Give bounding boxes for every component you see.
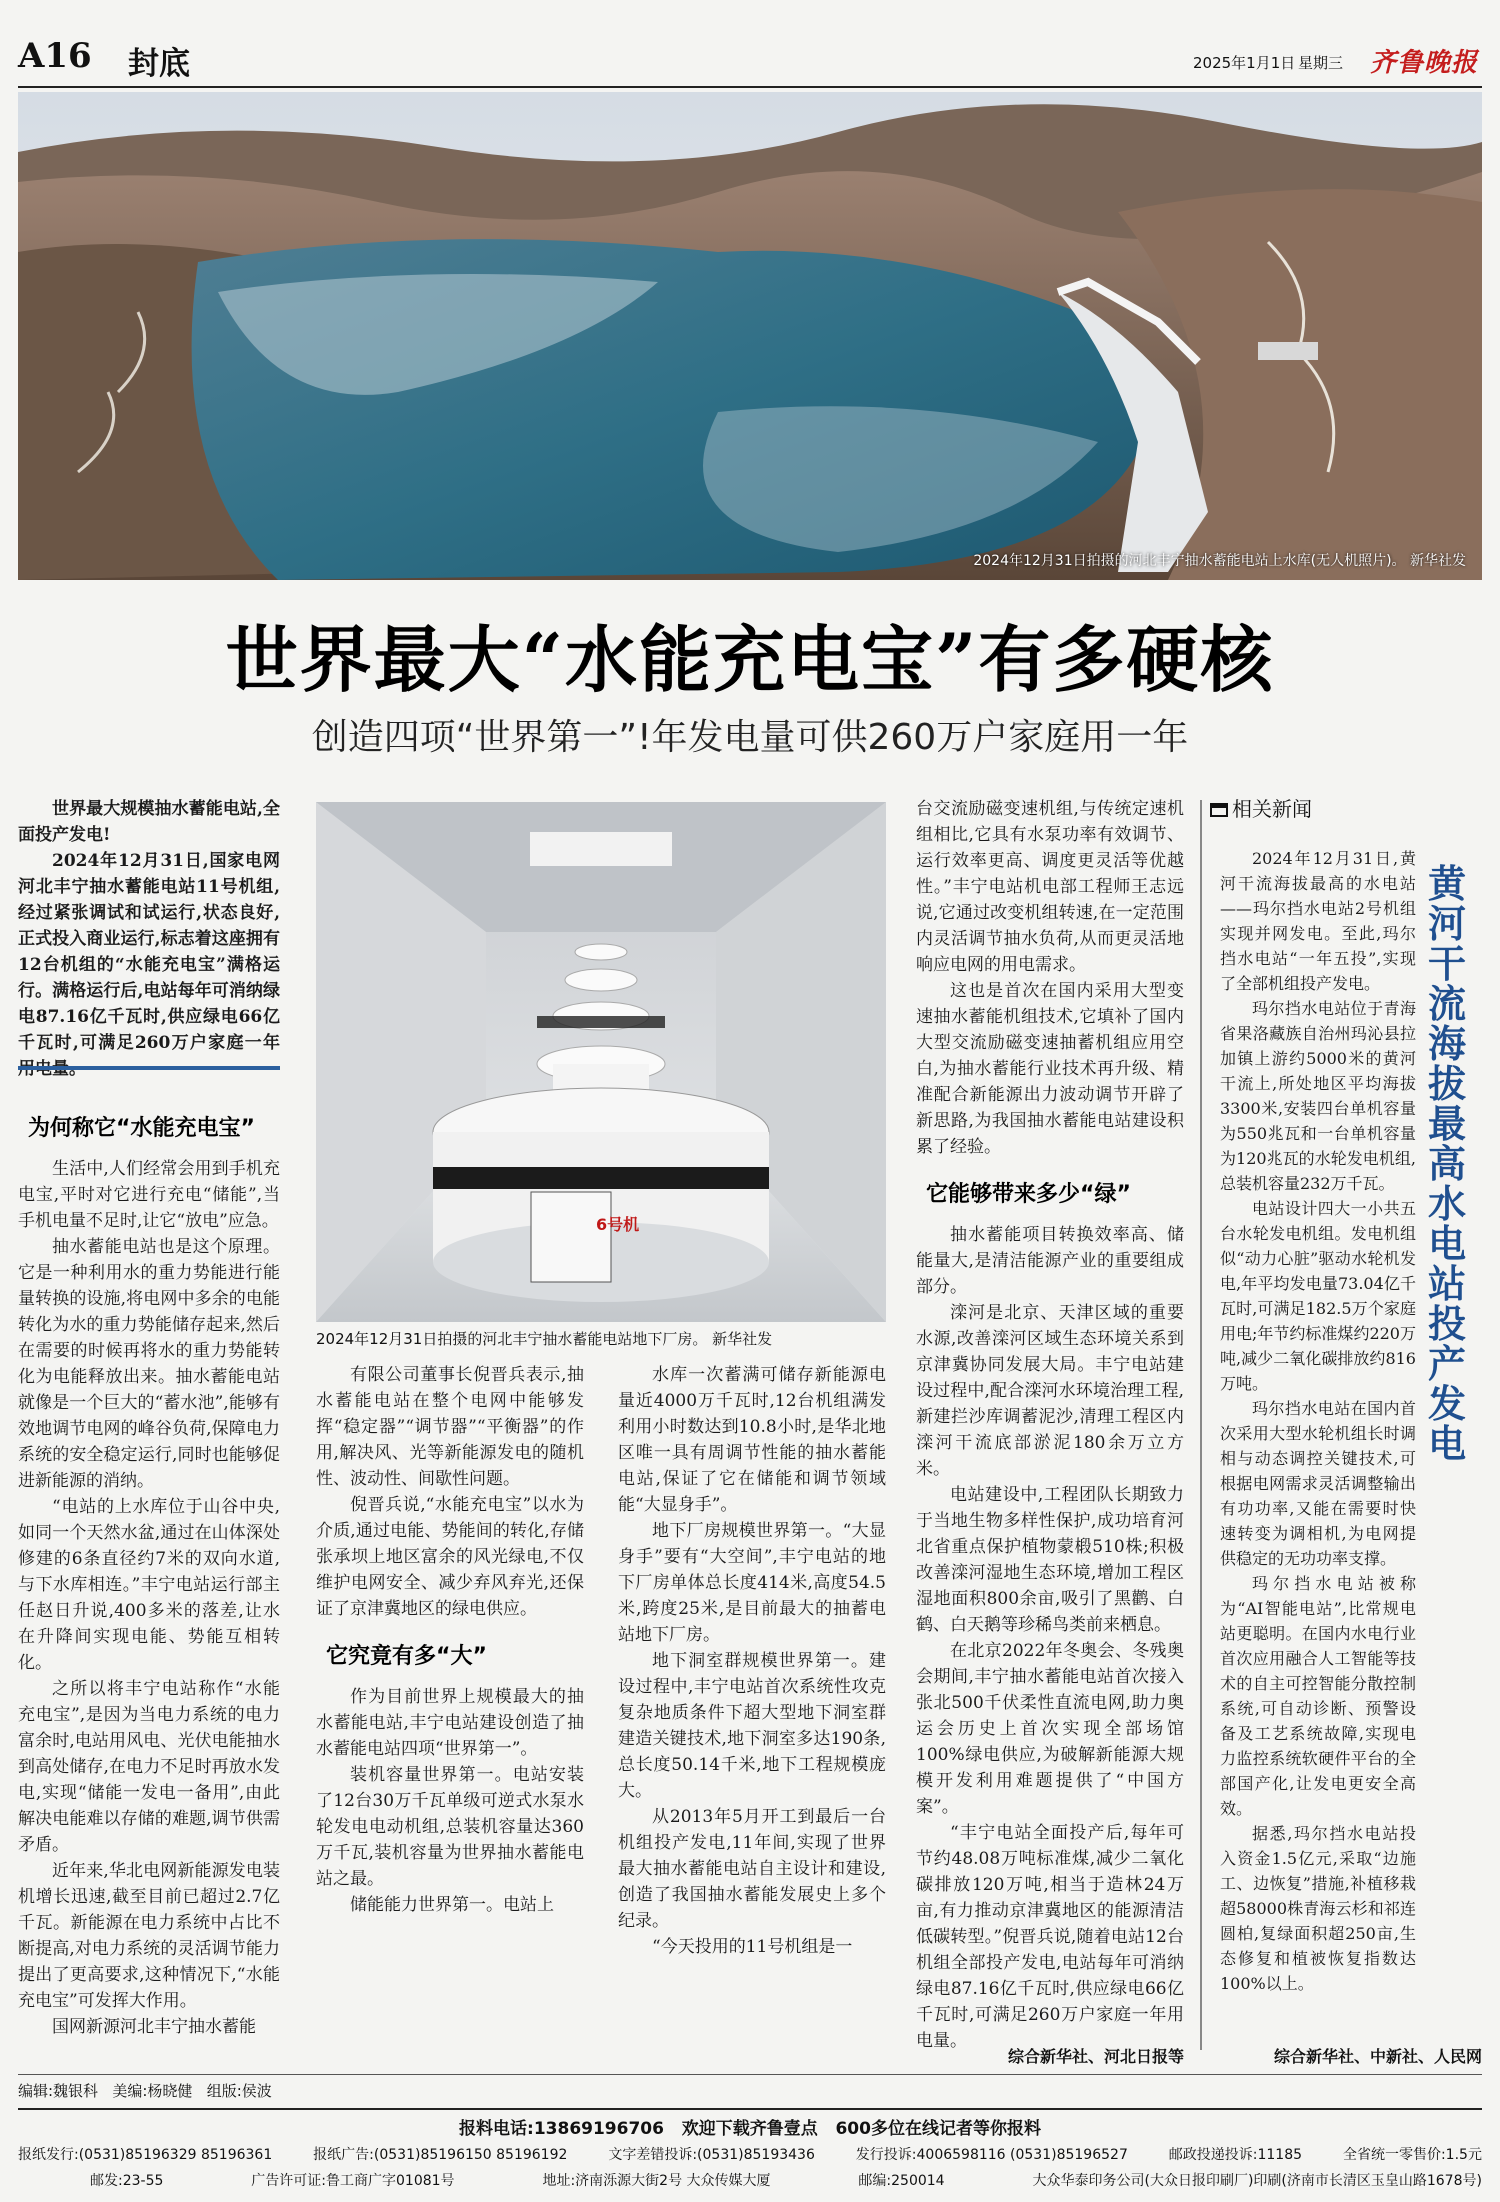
lead-paragraph xyxy=(18,796,280,1076)
paragraph: 这也是首次在国内采用大型变速抽水蓄能机组技术,它填补了国内大型交流励磁变速抽蓄机组应用空白,为抽水蓄能行业技术再升级、精准配合新能源出力波动调节开辟了新思路,为我国抽水蓄能电站建设积累了经验。 xyxy=(916,981,1184,1157)
issue-weekday: 星期三 xyxy=(1298,54,1344,72)
unit-label: 6号机 xyxy=(596,1215,640,1234)
paragraph: 滦河是北京、天津区域的重要水源,改善滦河区域生态环境关系到京津冀协同发展大局。丰宁电站建设过程中,配合滦河水环境治理工程,新建拦沙库调蓄泥沙,清理工程区内滦河干流底部淤泥180余万立方米。 xyxy=(916,1303,1184,1479)
related-news-divider xyxy=(1200,800,1202,2050)
footer-item: 报纸广告:(0531)85196150 85196192 xyxy=(313,2147,568,2163)
paragraph: 倪晋兵说,“水能充电宝”以水为介质,通过电能、势能间的转化,存储张承坝上地区富余的风光绿电,不仅维护电网安全、减少弃风弃光,还保证了京津冀地区的绿电供应。 xyxy=(316,1495,584,1619)
lead-line: 世界最大规模抽水蓄能电站,全面投产发电! xyxy=(18,799,280,845)
related-news-credit: 综合新华社、中新社、人民网 xyxy=(1273,2047,1482,2066)
footer-item: 发行投诉:4006598116 (0531)85196527 xyxy=(855,2147,1128,2163)
paragraph: 生活中,人们经常会用到手机充电宝,平时对它进行充电“储能”,当手机电量不足时,让它“放电”应急。 xyxy=(18,1159,280,1231)
powerhouse-illustration xyxy=(316,802,886,1322)
article-column-3 xyxy=(618,1362,886,2070)
paragraph: 抽水蓄能项目转换效率高、储能量大,是清洁能源产业的重要组成部分。 xyxy=(916,1225,1184,1297)
paragraph: 地下洞室群规模世界第一。建设过程中,丰宁电站首次系统性攻克复杂地质条件下超大型地下洞室群建造关键技术,地下洞室多达190条,总长度50.14千米,地下工程规模庞大。 xyxy=(618,1651,886,1801)
footer-item: 广告许可证:鲁工商广字01081号 xyxy=(251,2173,455,2189)
related-news-label: 相关新闻 xyxy=(1232,797,1312,821)
masthead xyxy=(18,28,1482,88)
paragraph: 有限公司董事长倪晋兵表示,抽水蓄能电站在整个电网中能够发挥“稳定器”“调节器”“平衡器”的作用,解决风、光等新能源发电的随机性、波动性、间歇性问题。 xyxy=(316,1365,584,1489)
paragraph: 据悉,玛尔挡水电站投入资金1.5亿元,采取“边施工、边恢复”措施,补植移栽超58000株青海云杉和祁连圆柏,复绿面积超250亩,生态修复和植被恢复指数达100%以上。 xyxy=(1220,1824,1416,1993)
paragraph: 水库一次蓄满可储存新能源电量近4000万千瓦时,12台机组满发利用小时数达到10.8小时,是华北地区唯一具有周调节性能的抽水蓄能电站,保证了它在储能和调节领域能“大显身手”。 xyxy=(618,1365,886,1515)
related-news-tag xyxy=(1210,796,1312,822)
footer-item: 邮发:23-55 xyxy=(90,2173,164,2189)
footer-item: 地址:济南泺源大街2号 大众传媒大厦 xyxy=(542,2173,771,2189)
paragraph: 2024年12月31日,黄河干流海拔最高的水电站——玛尔挡水电站2号机组实现并网发电。至此,玛尔挡水电站“一年五投”,实现了全部机组投产发电。 xyxy=(1220,849,1416,993)
editors-credit: 编辑:魏银科 美编:杨晓健 组版:侯波 xyxy=(18,2082,272,2100)
paragraph: “丰宁电站全面投产后,每年可节约48.08万吨标准煤,减少二氧化碳排放120万吨,相当于造林24万亩,有力推动京津冀地区的能源清洁低碳转型。”倪晋兵说,随着电站12台机组全部投产发电,电站每年可消纳绿电87.16亿千瓦时,供应绿电66亿千瓦时,可满足260万户家庭一年用电量。 xyxy=(916,1823,1184,2051)
section-name: 封底 xyxy=(128,46,190,82)
page-number: A16 xyxy=(18,36,92,76)
paragraph: 电站设计四大一小共五台水轮发电机组。发电机组似“动力心脏”驱动水轮机发电,年平均发电量73.04亿千瓦时,可满足182.5万个家庭用电;年节约标准煤约220万吨,减少二氧化碳排放约816万吨。 xyxy=(1220,1199,1416,1393)
paragraph: 作为目前世界上规模最大的抽水蓄能电站,丰宁电站建设创造了抽水蓄能电站四项“世界第一”。 xyxy=(316,1687,584,1759)
paper-logo: 齐鲁晚报 xyxy=(1370,48,1479,78)
paragraph: “电站的上水库位于山谷中央,如同一个天然水盆,通过在山体深处修建的6条直径约7米的双向水道,与下水库相连。”丰宁电站运行部主任赵日升说,400多米的落差,让水在升降间实现电能、势能互相转化。 xyxy=(18,1497,280,1673)
related-news-body xyxy=(1220,846,1416,2044)
reservoir-photo-caption: 2024年12月31日拍摄的河北丰宁抽水蓄能电站上水库(无人机照片)。 新华社发 xyxy=(973,553,1466,569)
related-news-title: 黄河干流海拔最高水电站投产发电 xyxy=(1428,861,1467,1466)
section-heading-how-big: 它究竟有多“大” xyxy=(326,1644,487,1669)
footer-info-row-2 xyxy=(90,2170,1482,2190)
paragraph: 储能能力世界第一。电站上 xyxy=(350,1895,554,1915)
paragraph: 玛尔挡水电站在国内首次采用大型水轮机组长时调相与动态调控关键技术,可根据电网需求灵活调整输出有功功率,又能在需要时快速转变为调相机,为电网提供稳定的无功功率支撑。 xyxy=(1220,1399,1416,1568)
paragraph: 国网新源河北丰宁抽水蓄能 xyxy=(52,2017,256,2037)
paragraph: 台交流励磁变速机组,与传统定速机组相比,它具有水泵功率有效调节、运行效率更高、调度更灵活等优越性。”丰宁电站机电部工程师王志远说,它通过改变机组转速,在一定范围内灵活调节抽水负荷,从而更灵活地响应电网的用电需求。 xyxy=(916,799,1184,975)
reservoir-illustration xyxy=(18,92,1482,580)
article-column-2 xyxy=(316,1362,584,2070)
lead-divider xyxy=(18,1066,280,1070)
lead-body: 2024年12月31日,国家电网河北丰宁抽水蓄能电站11号机组,经过紧张调试和试运行,状态良好,正式投入商业运行,标志着这座拥有12台机组的“水能充电宝”满格运行。满格运行后,电站每年可消纳绿电87.16亿千瓦时,供应绿电66亿千瓦时,可满足260万户家庭一年 xyxy=(18,851,280,1053)
paragraph: 在北京2022年冬奥会、冬残奥会期间,丰宁抽水蓄能电站首次接入张北500千伏柔性直流电网,助力奥运会历史上首次实现全部场馆100%绿电供应,为破解新能源大规模开发利用难题提供了“中国方案”。 xyxy=(916,1641,1184,1817)
generator-unit-6 xyxy=(433,1088,769,1302)
footer-rule xyxy=(18,2108,1482,2110)
footer-item: 全省统一零售价:1.5元 xyxy=(1342,2147,1482,2163)
paragraph: 之所以将丰宁电站称作“水能充电宝”,是因为当电力系统的电力富余时,电站用风电、光伏电能抽水到高处储存,在电力不足时再放水发电,实现“储能一发电一备用”,由此解决电能难以存储的难题,调节供需矛盾。 xyxy=(18,1679,280,1855)
reservoir-photo xyxy=(18,92,1482,580)
footer-item: 大众华泰印务公司(大众日报印刷厂)印刷(济南市长清区玉皇山路1678号) xyxy=(1032,2173,1482,2189)
paragraph: 地下厂房规模世界第一。“大显身手”要有“大空间”,丰宁电站的地下厂房单体总长度414米,高度54.5米,跨度25米,是目前最大的抽蓄电站地下厂房。 xyxy=(618,1521,886,1645)
issue-date: 2025年1月1日 xyxy=(1193,54,1296,72)
article-credit: 综合新华社、河北日报等 xyxy=(1007,2047,1184,2066)
main-subheadline: 创造四项“世界第一”!年发电量可供260万户家庭用一年 xyxy=(311,717,1189,758)
paragraph: “今天投用的11号机组是一 xyxy=(652,1937,853,1957)
footer-item: 邮政投递投诉:11185 xyxy=(1168,2147,1303,2163)
paragraph: 电站建设中,工程团队长期致力于当地生物多样性保护,成功培育河北省重点保护植物蒙椴510株;积极改善滦河湿地生态环境,增加工程区湿地面积800余亩,吸引了黑鹳、白鹤、白天鹅等珍稀鸟类前来栖息。 xyxy=(916,1485,1184,1635)
news-hotline: 报料电话:13869196706 欢迎下载齐鲁壹点 600多位在线记者等你报料 xyxy=(459,2119,1041,2139)
news-icon xyxy=(1210,803,1228,817)
section-heading-why: 为何称它“水能充电宝” xyxy=(28,1116,255,1141)
section-heading-green: 它能够带来多少“绿” xyxy=(926,1182,1131,1207)
paragraph: 装机容量世界第一。电站安装了12台30万千瓦单级可逆式水泵水轮发电电动机组,总装机容量达360万千瓦,装机容量为世界抽水蓄能电站之最。 xyxy=(316,1765,584,1889)
footer-info-row-1 xyxy=(18,2144,1482,2164)
main-headline: 世界最大“水能充电宝”有多硬核 xyxy=(225,617,1275,702)
article-column-4 xyxy=(916,796,1184,2051)
paragraph: 玛尔挡水电站被称为“AI智能电站”,比常规电站更聪明。在国内水电行业首次应用融合人工智能等技术的自主可控智能分散控制系统,可自动诊断、预警设备及工艺系统故障,实现电力监控系统软硬件平台的全部国产化,让发电更安全高效。 xyxy=(1220,1574,1416,1818)
footer-item: 报纸发行:(0531)85196329 85196361 xyxy=(18,2147,273,2163)
footer-item: 文字差错投诉:(0531)85193436 xyxy=(608,2147,815,2163)
powerhouse-photo-caption: 2024年12月31日拍摄的河北丰宁抽水蓄能电站地下厂房。 新华社发 xyxy=(316,1330,773,1348)
header-rule xyxy=(18,86,1482,88)
paragraph: 抽水蓄能电站也是这个原理。它是一种利用水的重力势能进行能量转换的设施,将电网中多余的电能转化为水的重力势能储存起来,然后在需要的时候再将水的重力势能转化为电能释放出来。抽水蓄能电站就像是一个巨大的“蓄水池”,能够有效地调节电网的峰谷负荷,保障电力系统的安全稳定运行,同时也能够促进新能源的消纳。 xyxy=(18,1237,280,1491)
editors-rule xyxy=(18,2074,1482,2075)
paragraph: 玛尔挡水电站位于青海省果洛藏族自治州玛沁县拉加镇上游约5000米的黄河干流上,所处地区平均海拔3300米,安装四台单机容量为550兆瓦和一台单机容量为120兆瓦的水轮发电机组,总装机容量232万千瓦。 xyxy=(1220,999,1416,1193)
powerhouse-photo xyxy=(316,802,886,1322)
paragraph: 从2013年5月开工到最后一台机组投产发电,11年间,实现了世界最大抽水蓄能电站自主设计和建设,创造了我国抽水蓄能发展史上多个纪录。 xyxy=(618,1807,886,1931)
article-column-1 xyxy=(18,1094,280,2070)
paragraph: 近年来,华北电网新能源发电装机增长迅速,截至目前已超过2.7亿千瓦。新能源在电力系统中占比不断提高,对电力系统的灵活调节能力提出了更高要求,这种情况下,“水能充电宝”可发挥大作用。 xyxy=(18,1861,280,2011)
footer-item: 邮编:250014 xyxy=(858,2173,945,2189)
